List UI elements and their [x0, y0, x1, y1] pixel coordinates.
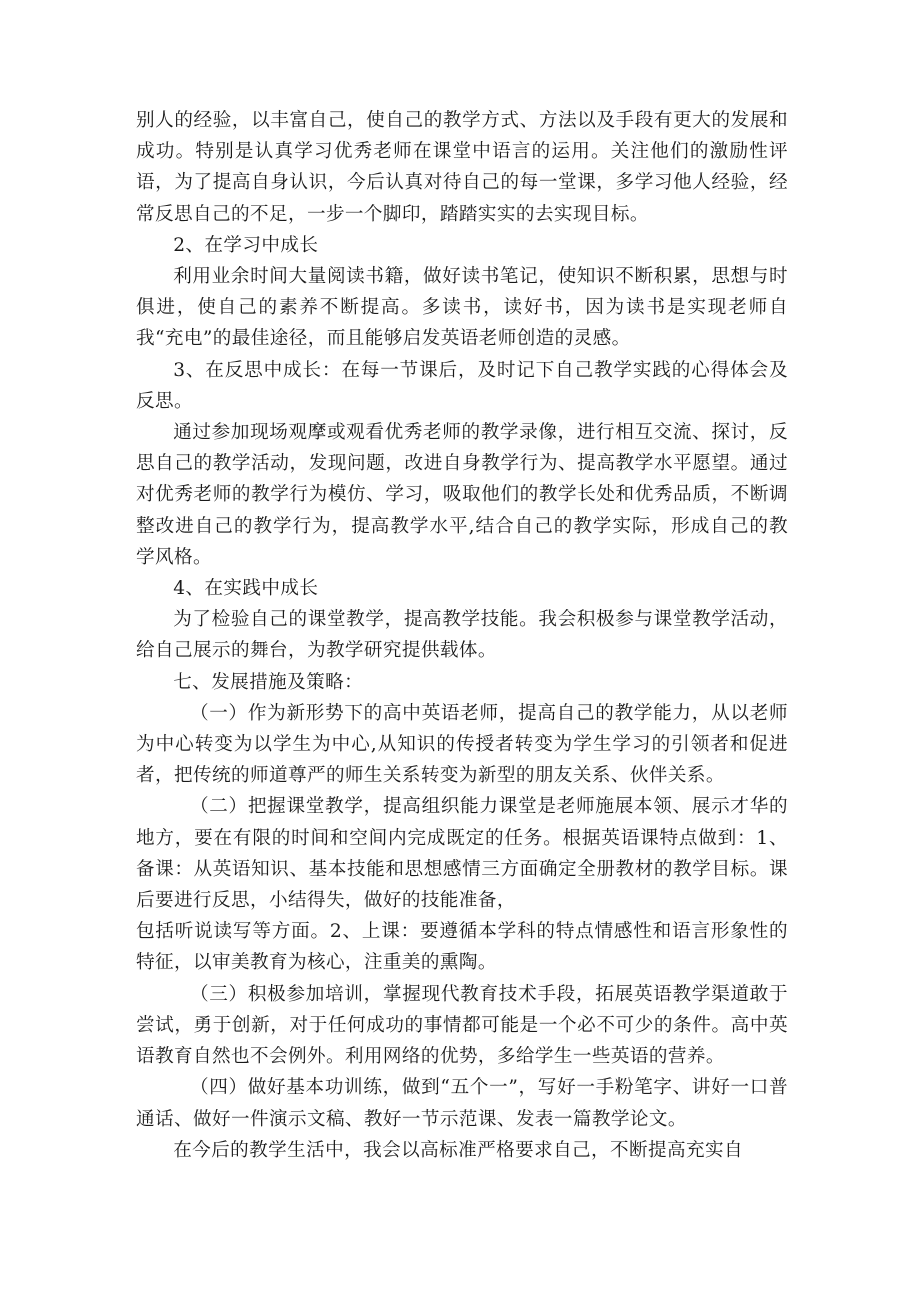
paragraph-closing: 在今后的教学生活中，我会以高标准严格要求自己，不断提高充实自 — [173, 1139, 744, 1161]
paragraph-item-two: （二）把握课堂教学，提高组织能力课堂是老师施展本领、展示才华的地方，要在有限的时间和空间内完成既定的任务。根据英语课特点做到：1、备课：从英语知识、基本技能和思想感情三方面确定全册教材的教学目标。课后要进行反思，小结得失，做好的技能准备， — [136, 796, 788, 912]
paragraph-continuation: 别人的经验，以丰富自己，使自己的教学方式、方法以及手段有更大的发展和成功。特别是认真学习优秀老师在课堂中语言的运用。关注他们的激励性评语，为了提高自身认识，今后认真对待自己的每一堂课，多学习他人经验，经常反思自己的不足，一步一个脚印，踏踏实实的去实现目标。 — [136, 110, 788, 225]
paragraph-reading: 利用业余时间大量阅读书籍，做好读书笔记，使知识不断积累，思想与时俱进，使自己的素养不断提高。多读书，读好书，因为读书是实现老师自我“充电”的最佳途径，而且能够启发英语老师创造的灵感。 — [136, 266, 788, 350]
heading-section-seven: 七、发展措施及策略： — [173, 671, 364, 693]
paragraph-item-two-continued: 包括听说读写等方面。2、上课：要遵循本学科的特点情感性和语言形象性的特征，以审美教育为核心，注重美的熏陶。 — [136, 921, 788, 974]
heading-reflection-growth: 3、在反思中成长：在每一节课后，及时记下自己教学实践的心得体会及反思。 — [136, 359, 788, 412]
paragraph-practice: 为了检验自己的课堂教学，提高教学技能。我会积极参与课堂教学活动，给自己展示的舞台，为教学研究提供载体。 — [136, 609, 788, 662]
paragraph-item-one: （一）作为新形势下的高中英语老师，提高自己的教学能力，从以老师为中心转变为以学生为中心,从知识的传授者转变为学生学习的引领者和促进者，把传统的师道尊严的师生关系转变为新型的朋友关系、伙伴关系。 — [136, 702, 788, 787]
document-body — [136, 105, 788, 1166]
paragraph-observation: 通过参加现场观摩或观看优秀老师的教学录像，进行相互交流、探讨，反思自己的教学活动，发现问题，改进自身教学行为、提高教学水平愿望。通过对优秀老师的教学行为模仿、学习，吸取他们的教学长处和优秀品质，不断调整改进自己的教学行为，提高教学水平,结合自己的教学实际，形成自己的教学风格。 — [136, 422, 788, 568]
paragraph-item-four: （四）做好基本功训练，做到“五个一”，写好一手粉笔字、讲好一口普通话、做好一件演示文稿、教好一节示范课、发表一篇教学论文。 — [136, 1077, 788, 1130]
heading-practice-growth: 4、在实践中成长 — [173, 578, 319, 600]
paragraph-item-three: （三）积极参加培训，掌握现代教育技术手段，拓展英语教学渠道敢于尝试，勇于创新，对于任何成功的事情都可能是一个必不可少的条件。高中英语教育自然也不会例外。利用网络的优势，多给学生一些英语的营养。 — [136, 983, 788, 1068]
heading-learning-growth: 2、在学习中成长 — [173, 234, 319, 256]
